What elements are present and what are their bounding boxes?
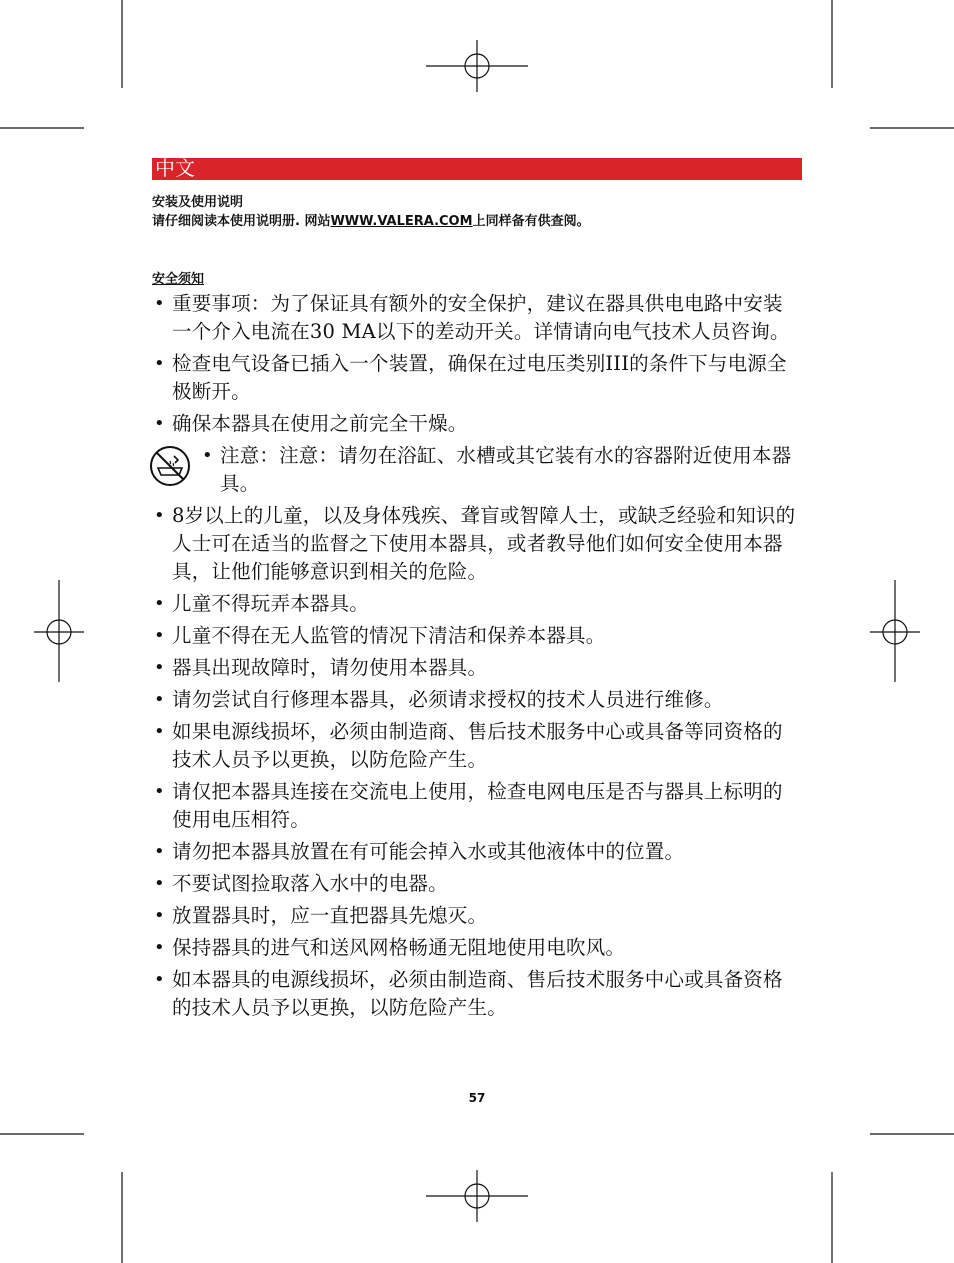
list-item: • 请勿把本器具放置在有可能会掉入水或其他液体中的位置。 [154,840,685,863]
list-item: • 确保本器具在使用之前完全干燥。 [154,412,468,435]
intro-title: 安装及使用说明 [152,195,244,210]
list-item: • 请仅把本器具连接在交流电上使用，检查电网电压是否与器具上标明的使用电压相符。 [154,780,783,831]
intro-block [152,193,590,231]
registration-mark-top [426,40,528,92]
list-item: • 8岁以上的儿童，以及身体残疾、聋盲或智障人士，或缺乏经验和知识的人士可在适当的监督之下使用本器具，或者教导他们如何安全使用本器具，让他们能够意识到相关的危险。 [154,504,796,583]
registration-mark-right [870,580,920,682]
intro-note: 请仔细阅读本使用说明册. 网站WWW.VALERA.COM上同样备有供查阅。 [152,214,590,229]
safety-list [152,290,802,1026]
list-item: • 重要事项：为了保证具有额外的安全保护，建议在器具供电电路中安装一个介入电流在30 MA以下的差动开关。详情请向电气技术人员咨询。 [154,292,790,343]
registration-mark-bottom [426,1170,528,1222]
language-header-bar [152,158,802,180]
list-item: • 儿童不得在无人监管的情况下清洁和保养本器具。 [154,624,606,647]
language-label: 中文 [155,156,195,180]
list-item: • 如本器具的电源线损坏，必须由制造商、售后技术服务中心或具备资格的技术人员予以更换，以防危险产生。 [154,968,783,1019]
list-item: • 如果电源线损坏，必须由制造商、售后技术服务中心或具备等同资格的技术人员予以更换，以防危险产生。 [154,720,783,771]
list-item: • 检查电气设备已插入一个装置，确保在过电压类别III的条件下与电源全极断开。 [154,352,787,403]
section-title: 安全须知 [152,272,205,287]
list-item: • 放置器具时，应一直把器具先熄灭。 [154,904,488,927]
list-item: • 器具出现故障时，请勿使用本器具。 [154,656,488,679]
list-item: • 请勿尝试自行修理本器具，必须请求授权的技术人员进行维修。 [154,688,724,711]
list-item: • 不要试图捡取落入水中的电器。 [154,872,448,895]
list-item: • 儿童不得玩弄本器具。 [154,592,370,615]
list-item: • 保持器具的进气和送风网格畅通无阻地使用电吹风。 [154,936,626,959]
registration-mark-left [34,580,84,682]
website-link[interactable]: WWW.VALERA.COM [330,214,473,229]
no-bathtub-icon [148,444,192,488]
list-item-warning: • 注意：注意：请勿在浴缸、水槽或其它装有水的容器附近使用本器具。 [152,442,802,498]
page-number: 57 [468,1091,486,1105]
